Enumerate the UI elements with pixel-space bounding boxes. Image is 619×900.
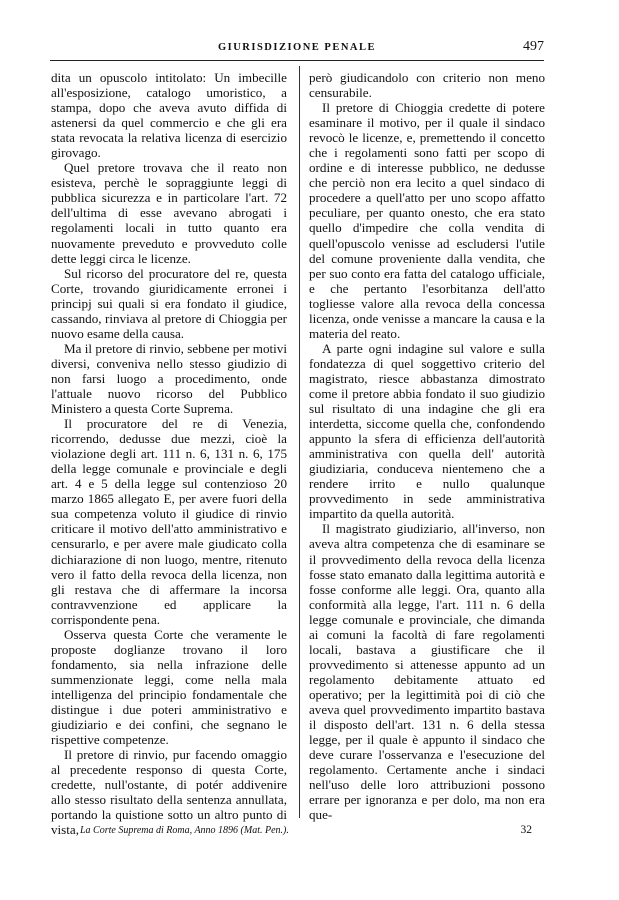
paragraph: Ma il pretore di rinvio, sebbene per motivi diversi, conveniva nello stesso giudizio di non farsi luogo a procedimento, onde l'attuale nuovo ricorso del Pubblico Ministero a questa Corte Suprema. xyxy=(51,340,287,417)
page-header xyxy=(50,40,544,61)
signature-mark: 32 xyxy=(520,824,532,836)
paragraph: Il pretore di Chioggia credette di potere esaminare il motivo, per il quale il sindaco revocò le licenze, e, premettendo il concetto che i regolamenti sono fatti per scopo di ordine e di interesse pubblico, ne dedusse che perciò non era lecito a quel sindaco di procedere a quell'atto per uno scopo affatto peculiare, per quanto onesto, che era stato quello d'impedire che colla vendita di quell'opuscolo venisse ad escludersi l'utile del comune proveniente dalla vendita, che per suo conto era fatta del catalogo ufficiale, e che pertanto l'esorbitanza dell'atto togliesse valore alla revoca della concessa licenza, onde venisse a mancare la causa e la materia del reato. xyxy=(309,100,545,341)
paragraph: Quel pretore trovava che il reato non esisteva, perchè le sopraggiunte leggi di pubblica sicurezza e in particolare l'art. 72 dell'ultima di esse avevano abrogati i regolamenti locali in tutto quanto era nuovamente preveduto e provveduto colle dette leggi circa le licenze. xyxy=(51,160,287,266)
running-title: GIURISDIZIONE PENALE xyxy=(217,42,377,53)
paragraph: dita un opuscolo intitolato: Un imbecille all'esposizione, catalogo umoristico, a stampa, dopo che aveva avuto diffida di astenersi da quel commercio e che gli era stata revocata la relativa licenza di esercizio girovago. xyxy=(51,70,287,161)
right-column xyxy=(309,70,545,823)
paragraph: Il pretore di rinvio, pur facendo omaggio al precedente responso di questa Corte, credette, null'ostante, di potér addivenire allo stesso risultato della sentenza annullata, portando la quistione sotto un altro punto di vista, xyxy=(51,747,287,838)
page-number: 497 xyxy=(523,39,544,54)
column-divider xyxy=(299,66,300,818)
paragraph: A parte ogni indagine sul valore e sulla fondatezza di quel soggettivo criterio del magistrato, riesce abbastanza dimostrato come il pretore abbia fondato il suo giudizio sul risultato di una indagine che gli era interdetta, siccome quella che, confondendo appunto la sfera di efficienza dell'autorità amministrativa con quella dell' autorità giudiziaria, conduceva nientemeno che a rendere irrito e nullo qualunque provvedimento in sede amministrativa impartito da quella autorità. xyxy=(309,340,545,522)
page-footer xyxy=(50,824,544,840)
paragraph: Osserva questa Corte che veramente le proposte doglianze trovano il loro fondamento, sia nella infrazione delle summenzionate leggi, come nella mala intelligenza del principio fondamentale che distingue i due poteri amministrativo e giudiziario e dei confini, che segnano le rispettive competenze. xyxy=(51,626,287,748)
paragraph: Sul ricorso del procuratore del re, questa Corte, trovando giuridicamente erronei i principj sui quali si era fondato il giudice, cassando, rinviava al pretore di Chioggia per nuovo esame della causa. xyxy=(51,265,287,341)
paragraph: Il procuratore del re di Venezia, ricorrendo, dedusse due mezzi, cioè la violazione degli art. 111 n. 6, 131 n. 6, 175 della legge comunale e provinciale e degli art. 4 e 5 della legge sul contenzioso 20 marzo 1865 allegato E, per avere fuori della sua competenza voluto il giudice di rinvio criticare il motivo dell'atto amministrativo e censurarlo, e per avere male giudicato colla dichiarazione di non luogo, mentre, ritenuto vero il fatto della revoca della licenza, non gli restava che di affermare la incorsa contravvenzione ed applicare la corrispondente pena. xyxy=(51,416,287,627)
paragraph: però giudicandolo con criterio non meno censurabile. xyxy=(309,70,545,101)
footer-note: La Corte Suprema di Roma, Anno 1896 (Mat. Pen.). xyxy=(80,825,289,836)
paragraph: Il magistrato giudiziario, all'inverso, non aveva altra competenza che di esaminare se il provvedimento della revoca della licenza fosse stato emanato dalla legittima autorità e fosse conforme alle leggi. Ora, quanto alla conformità alla legge, l'art. 111 n. 6 della legge comunale e provinciale, che dimanda ai comuni la facoltà di fare regolamenti locali, bastava a giustificare che il provvedimento si attenesse appunto ad un regolamento debitamente attuato ed operativo; per la legittimità poi di ciò che aveva quel provvedimento impartito bastava il disposto dell'art. 131 n. 6 della stessa legge, per il quale è appunto il sindaco che deve curare l'osservanza e l'esecuzione del regolamento. Certamente anche i sindaci nell'uso delle loro attribuzioni possono errare per ignoranza e per dolo, ma non era que- xyxy=(309,521,545,823)
